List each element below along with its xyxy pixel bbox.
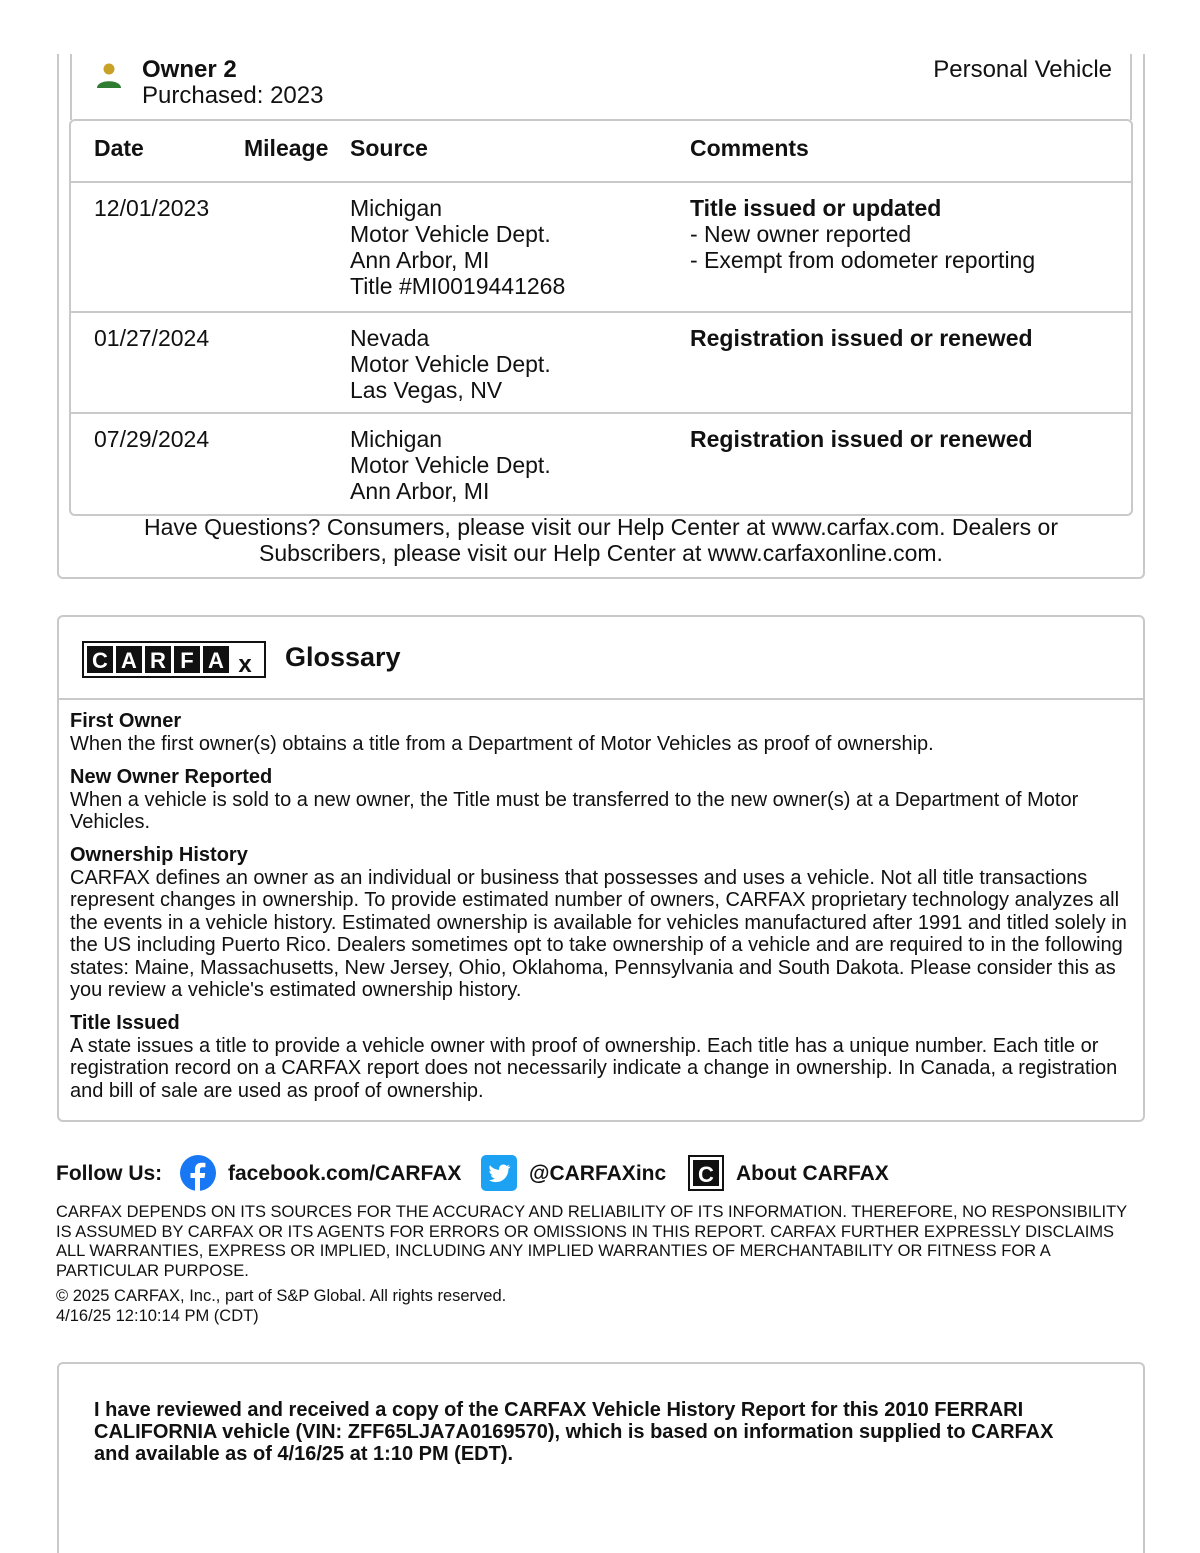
- person-icon: [96, 62, 122, 88]
- twitter-link[interactable]: @CARFAXinc: [529, 1162, 667, 1185]
- source-location: Ann Arbor, MI: [350, 247, 490, 273]
- carfax-logo: [82, 641, 266, 678]
- source-location: Ann Arbor, MI: [350, 478, 490, 504]
- comment-item: - Exempt from odometer reporting: [690, 247, 1036, 273]
- owner-title: Owner 2: [142, 56, 237, 83]
- row-date: 01/27/2024: [94, 325, 210, 351]
- row-comments: [690, 195, 1035, 273]
- source-state: Michigan: [350, 195, 443, 221]
- glossary-definition: When the first owner(s) obtains a title from a Department of Motor Vehicles as proof of ownership.: [70, 733, 934, 755]
- glossary-card: [57, 615, 1145, 1122]
- glossary-term: Title Issued: [70, 1011, 180, 1034]
- facebook-link[interactable]: facebook.com/CARFAX: [228, 1162, 462, 1185]
- disclaimer-text: CARFAX DEPENDS ON ITS SOURCES FOR THE ACCURACY AND RELIABILITY OF ITS INFORMATION. THEREFORE, NO RESPONSIBILITY IS ASSUMED BY CARFAX OR ITS AGENTS FOR ERRORS OR OMISSIONS IN THIS REPORT. CARFAX FURTHER EXPRESSLY DISCLAIMS ALL WARRANTIES, EXPRESS OR IMPLIED, INCLUDING ANY IMPLIED WARRANTIES OF MERCHANTABILITY OR FITNESS FOR A PARTICULAR PURPOSE.: [56, 1203, 1127, 1280]
- source-agency: Motor Vehicle Dept.: [350, 351, 551, 377]
- carfax-c-icon[interactable]: [688, 1155, 724, 1191]
- history-table: [69, 119, 1133, 516]
- column-header-comments: Comments: [690, 135, 809, 161]
- row-comments: [690, 426, 1033, 452]
- comment-title: Registration issued or renewed: [690, 325, 1033, 351]
- row-source: [350, 195, 565, 299]
- source-location: Las Vegas, NV: [350, 377, 503, 403]
- report-timestamp: 4/16/25 12:10:14 PM (CDT): [56, 1307, 259, 1325]
- acknowledgement-card: [57, 1362, 1145, 1553]
- about-carfax-link[interactable]: About CARFAX: [736, 1162, 889, 1185]
- help-line-1: Have Questions? Consumers, please visit our Help Center at www.carfax.com. Dealers or: [144, 514, 1058, 540]
- row-comments: [690, 325, 1033, 351]
- table-header-row: [71, 121, 1131, 183]
- source-agency: Motor Vehicle Dept.: [350, 221, 551, 247]
- copyright-text: © 2025 CARFAX, Inc., part of S&P Global. All rights reserved.: [56, 1287, 507, 1305]
- source-state: Michigan: [350, 426, 443, 452]
- column-header-date: Date: [94, 135, 144, 161]
- help-center-note: [57, 514, 1145, 566]
- glossary-definition: A state issues a title to provide a vehicle owner with proof of ownership. Each title has a unique number. Each title or registration record on a CARFAX report does not necessarily indicate a change in ownership. In Canada, a registration and bill of sale are used as proof of ownership.: [70, 1034, 1118, 1102]
- row-date: 12/01/2023: [94, 195, 210, 221]
- glossary-definition: When a vehicle is sold to a new owner, the Title must be transferred to the new owner(s) at a Department of Motor Vehicles.: [70, 788, 1079, 833]
- svg-text:R: R: [150, 648, 166, 673]
- svg-text:F: F: [180, 648, 194, 673]
- glossary-header: [59, 617, 1143, 700]
- twitter-icon[interactable]: [481, 1155, 517, 1191]
- glossary-term: New Owner Reported: [70, 765, 273, 788]
- glossary-body: [70, 710, 1136, 1112]
- help-line-2: Subscribers, please visit our Help Center at www.carfaxonline.com.: [259, 540, 943, 566]
- comment-item: - New owner reported: [690, 221, 912, 247]
- svg-text:A: A: [208, 648, 224, 673]
- source-agency: Motor Vehicle Dept.: [350, 452, 551, 478]
- column-header-source: Source: [350, 135, 428, 161]
- facebook-icon[interactable]: [180, 1155, 216, 1191]
- column-header-mileage: Mileage: [244, 135, 329, 161]
- owner-purchased: Purchased: 2023: [142, 82, 324, 109]
- row-source: [350, 426, 551, 504]
- row-date: 07/29/2024: [94, 426, 210, 452]
- row-source: [350, 325, 551, 403]
- source-title-number: Title #MI0019441268: [350, 273, 566, 299]
- owner-header: [70, 54, 1132, 120]
- owner-vehicle-type: Personal Vehicle: [933, 56, 1112, 83]
- follow-us-label: Follow Us:: [56, 1162, 163, 1185]
- follow-us-bar: [56, 1155, 1146, 1195]
- glossary-definition: CARFAX defines an owner as an individual or business that possesses and uses a vehicle. Not all title transactions represent changes in ownership. To provide estimated number of owners, CARFAX proprietary technology analyzes all the events in a vehicle history. Estimated ownership is available for vehicles manufactured after 1991 and titled solely in the US including Puerto Rico. Dealers sometimes opt to take ownership of a vehicle and are required to in the following states: Maine, Massachusetts, New Jersey, Ohio, Oklahoma, Pennsylvania and South Dakota. Please consider this as you review a vehicle's estimated ownership history.: [70, 866, 1127, 1001]
- svg-text:C: C: [92, 648, 108, 673]
- comment-title: Registration issued or renewed: [690, 426, 1033, 452]
- glossary-title: Glossary: [285, 642, 401, 672]
- table-row: [71, 183, 1131, 313]
- glossary-term: First Owner: [70, 710, 182, 732]
- acknowledgement-text: I have reviewed and received a copy of the CARFAX Vehicle History Report for this 2010 FERRARI CALIFORNIA vehicle (VIN: ZFF65LJA7A0169570), which is based on information supplied to CARFAX and available as of 4/16/25 at 1:10 PM (EDT).: [94, 1399, 1054, 1465]
- svg-text:A: A: [121, 648, 137, 673]
- table-row: [71, 414, 1131, 516]
- comment-title: Title issued or updated: [690, 195, 942, 221]
- svg-text:x: x: [238, 651, 252, 678]
- glossary-term: Ownership History: [70, 843, 248, 866]
- source-state: Nevada: [350, 325, 430, 351]
- svg-text:C: C: [698, 1162, 714, 1187]
- table-row: [71, 313, 1131, 414]
